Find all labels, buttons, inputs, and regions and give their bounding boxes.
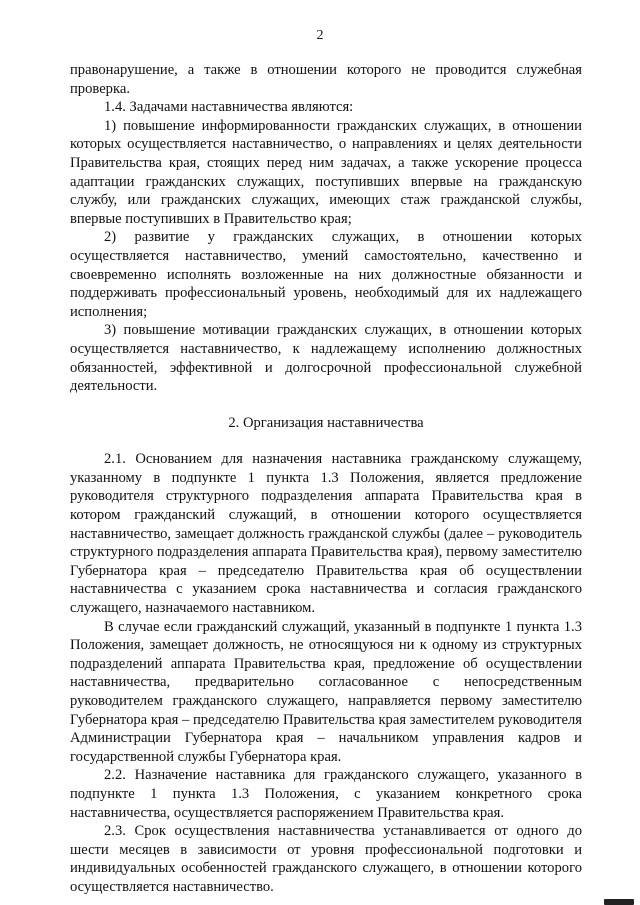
paragraph-2-1: 2.1. Основанием для назначения наставника гражданскому служащему, указанному в подпункте 1 пункта 1.3 Положения, является предложение руководителя структурного подразделения аппарата Правительства края в котором гражданский служащий, в отношении которого осуществляется наставничество, замещает должность гражданской службы (далее – руководитель структурного подразделения аппарата Правительства края), первому заместителю Губернатора края – председателю Правительства края об осуществлении наставничества с указанием срока наставничества и согласия гражданского служащего, назначаемого наставником. — [70, 451, 582, 617]
page-number: 2 — [316, 28, 324, 43]
paragraph-task-2: 2) развитие у гражданских служащих, в отношении которых осуществляется наставничество, умений самостоятельно, качественно и своевременно исполнять возложенные на них должностные обязанности и поддерживать профессиональный уровень, необходимый для их надлежащего исполнения; — [70, 229, 582, 320]
section-heading: 2. Организация наставничества — [228, 414, 424, 431]
document-body — [70, 61, 582, 897]
paragraph-2-3: 2.3. Срок осуществления наставничества устанавливается от одного до шести месяцев в зависимости от уровня профессиональной подготовки и индивидуальных особенностей гражданского служащего, в отношении которого осуществляется наставничество. — [70, 823, 582, 895]
scan-corner-mark — [604, 899, 634, 905]
paragraph-2-1-case: В случае если гражданский служащий, указанный в подпункте 1 пункта 1.3 Положения, замещает должность, не относящуюся ни к одному из структурных подразделений аппарата Правительства края, предложение об осуществлении наставничества, предварительно согласованное с непосредственным руководителем гражданского служащего, направляется первому заместителю Губернатора края – председателю Правительства края заместителем руководителя Администрации Губернатора края – начальником управления кадров и государственной службы Губернатора края. — [70, 618, 582, 765]
paragraph-2-2: 2.2. Назначение наставника для гражданского служащего, указанного в подпункте 1 пункта 1.3 Положения, с указанием конкретного срока наставничества, осуществляется распоряжением Правительства края. — [70, 767, 582, 821]
paragraph-task-1: 1) повышение информированности гражданских служащих, в отношении которых осуществляется наставничество, о направлениях и целях деятельности Правительства края, стоящих перед ним задачах, а также ускорение процесса адаптации гражданских служащих, поступивших впервые на гражданскую службу, или гражданских служащих, имеющих стаж гражданской службы, впервые поступивших в Правительство края; — [70, 117, 582, 227]
paragraph-tasks-heading: 1.4. Задачами наставничества являются: — [104, 99, 354, 116]
paragraph-continuation: правонарушение, а также в отношении которого не проводится служебная проверка. — [70, 62, 582, 97]
paragraph-task-3: 3) повышение мотивации гражданских служащих, в отношении которых осуществляется наставничество, к надлежащему исполнению должностных обязанностей, эффективной и долгосрочной профессиональной служебной деятельности. — [70, 322, 582, 395]
